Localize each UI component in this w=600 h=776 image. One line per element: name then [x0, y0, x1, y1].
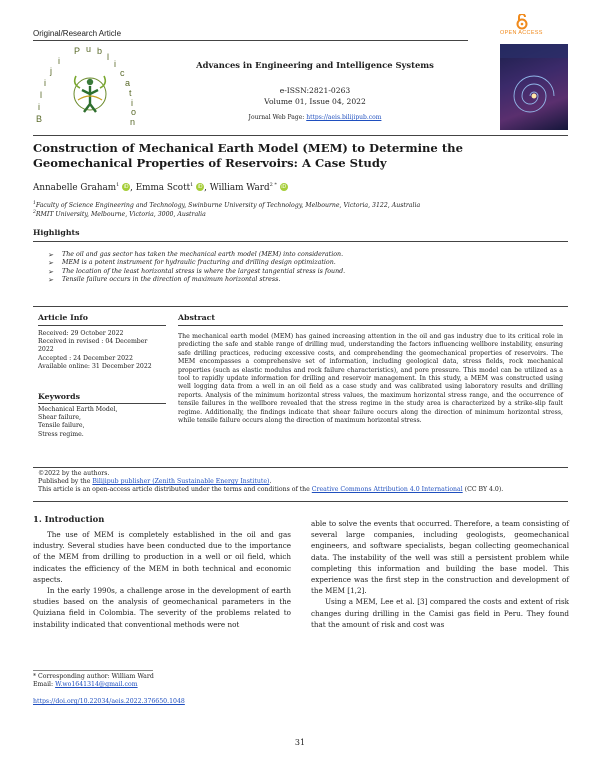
abstract-text: The mechanical earth model (MEM) has gained increasing attention in the oil and gas industry due to its critical role in predicting the safe and stable range of drilling mud, understanding the factors influencing wellbore instability, ensuring safe drilling practices, reducing excessive costs, and comprehending the geomechanical properties of reservoirs. The MEM encompasses a comprehensive set of information, including geological data, stress fields, rock mechanical properties (such as elastic modulus and rock failure characteristics), and pore pressure. This model can be utilized as a tool to rapidly update information for drilling and reservoir management. In this study, a MEM was constructed using well logging data from a well in an oil field as a case study and was calibrated using laboratory results and drilling reports. Analysis of the minimum horizontal stress values, the maximum horizontal stress range, and the occurrence of tensile failures in the wellbore revealed that the stress regime in the study area is characterized by a strike-slip fault regime. Additionally, the findings indicate that shear failure occurs along the direction of minimum horizontal stress, while tensile failure occurs along the direction of maximum horizontal stress.: [178, 333, 563, 425]
publisher-logo-text: B i l i j i P u b l i c a t i o n: [36, 44, 137, 127]
journal-issn: e-ISSN:2821-0263: [279, 86, 351, 95]
list-item: ➢ MEM is a potent instrument for hydraulic fracturing and drilling design optimization.: [48, 259, 336, 268]
keywords-heading: Keywords: [38, 392, 80, 401]
abstract-heading: Abstract: [178, 313, 216, 322]
webpage-label: Journal Web Page:: [248, 114, 305, 121]
page-number: 31: [294, 738, 306, 747]
orcid-icon[interactable]: iD: [123, 184, 129, 191]
intro-left-column: [33, 529, 291, 630]
received-date: Received: 29 October 2022: [38, 330, 124, 337]
orcid-icon[interactable]: iD: [197, 184, 203, 191]
open-access-label: OPEN ACCESS: [500, 30, 543, 36]
article-dates: [38, 330, 164, 371]
affiliation: $^2$RMIT University, Melbourne, Victoria, 3000, Australia: [33, 210, 206, 219]
publisher-logo: [36, 44, 142, 130]
paragraph: able to solve the events that occurred. Therefore, a team consisting of several large companies, including geologists, geomechanical engineers, and software specialists, began collecting geomechanical data. The instability of the well was still a persistent problem while completing this information and building the base model. This experience was the first step in the construction and development of the MEM [1,2].: [311, 519, 569, 596]
journal-webpage: [150, 114, 480, 121]
author-name: William Ward: [209, 182, 270, 193]
list-item: ➢ The location of the least horizontal stress is where the largest tangential stress is found.: [48, 267, 346, 276]
orcid-icon[interactable]: iD: [281, 184, 287, 191]
footnote: [33, 673, 293, 689]
author-list: Annabelle Graham$^1$ iD , Emma Scott$^1$ iD , William Ward$^{2 *}$ iD: [33, 182, 287, 193]
accepted-date: Accepted : 24 December 2022: [38, 354, 133, 362]
copyright: ©2022 by the authors.: [38, 470, 110, 477]
corresponding-author: * Corresponding author: William Ward: [33, 673, 154, 680]
keywords-list: [38, 406, 164, 439]
webpage-link[interactable]: https://aeis.bilijipub.com: [306, 114, 382, 121]
highlights-list: [48, 251, 548, 285]
arrow-bullet-icon: ➢: [48, 251, 54, 259]
keyword: Stress regime.: [38, 430, 84, 438]
journal-volume: Volume 01, Issue 04, 2022: [264, 97, 366, 106]
arrow-bullet-icon: ➢: [48, 259, 54, 268]
highlights-heading: Highlights: [33, 228, 80, 237]
affiliation: $^1$Faculty of Science Engineering and Technology, Swinburne University of Technology, Melbourne, Victoria, 3122, Australia: [33, 201, 421, 210]
keyword: Tensile failure,: [38, 422, 85, 430]
paragraph: The use of MEM is completely established in the oil and gas industry. Several studies have been conducted due to the importance of the MEM from drilling to production in a well or oil field, which indicates the efficiency of the MEM in both technical and economic aspects.: [33, 530, 291, 584]
intro-right-column: [311, 518, 569, 630]
journal-cover-image: [500, 44, 568, 130]
author-name: Emma Scott: [135, 182, 191, 193]
arrow-bullet-icon: ➢: [48, 276, 54, 285]
keyword: Mechanical Earth Model,: [38, 406, 118, 413]
doi-link[interactable]: https://doi.org/10.22034/aeis.2022.376650.1048: [33, 698, 185, 705]
email-link[interactable]: W.wo1641314@gmail.com: [55, 681, 138, 689]
doi: [33, 698, 333, 706]
section-heading: 1. Introduction: [33, 514, 105, 524]
article-type: Original/Research Article: [33, 29, 122, 38]
list-item: ➢ The oil and gas sector has taken the mechanical earth model (MEM) into consideration.: [48, 251, 344, 259]
license-statement: This article is an open-access article distributed under the terms and conditions of the Creative Commons Attribution 4.0 International (CC BY 4.0).: [38, 486, 504, 494]
author-name: Annabelle Graham: [33, 182, 117, 193]
page-title: Construction of Mechanical Earth Model (MEM) to Determine the Geomechanical Properties of Reservoirs: A Case Study: [33, 141, 463, 170]
license-block: [38, 470, 568, 495]
online-date: Available online: 31 December 2022: [38, 362, 152, 370]
revised-date: Received in revised : 04 December 2022: [38, 338, 148, 354]
open-access-icon: [510, 14, 534, 30]
list-item: ➢ Tensile failure occurs in the direction of maximum horizontal stress.: [48, 276, 281, 285]
paragraph: Using a MEM, Lee et al. [3] compared the costs and extent of risk changes during drilling in the Camisi gas field in Peru. They found that the amount of risk and cost was: [311, 597, 569, 629]
author-email: Email: W.wo1641314@gmail.com: [33, 681, 138, 689]
published-by: Published by the Bilijipub publisher (Zenith Sustainable Energy Institute).: [38, 478, 272, 486]
paragraph: In the early 1990s, a challenge arose in the development of earth studies based on the analysis of geomechanical parameters in the Quiziana field in Colombia. The severity of the problems related to instability indicated that conventional methods were not: [33, 586, 291, 629]
cc-license-link[interactable]: Creative Commons Attribution 4.0 International: [311, 486, 463, 494]
arrow-bullet-icon: ➢: [48, 267, 54, 276]
article-info-heading: Article Info: [38, 313, 88, 322]
journal-name: Advances in Engineering and Intelligence Systems: [196, 60, 434, 70]
keyword: Shear failure,: [38, 414, 82, 422]
publisher-link[interactable]: Bilijipub publisher (Zenith Sustainable Energy Institute): [92, 478, 270, 486]
